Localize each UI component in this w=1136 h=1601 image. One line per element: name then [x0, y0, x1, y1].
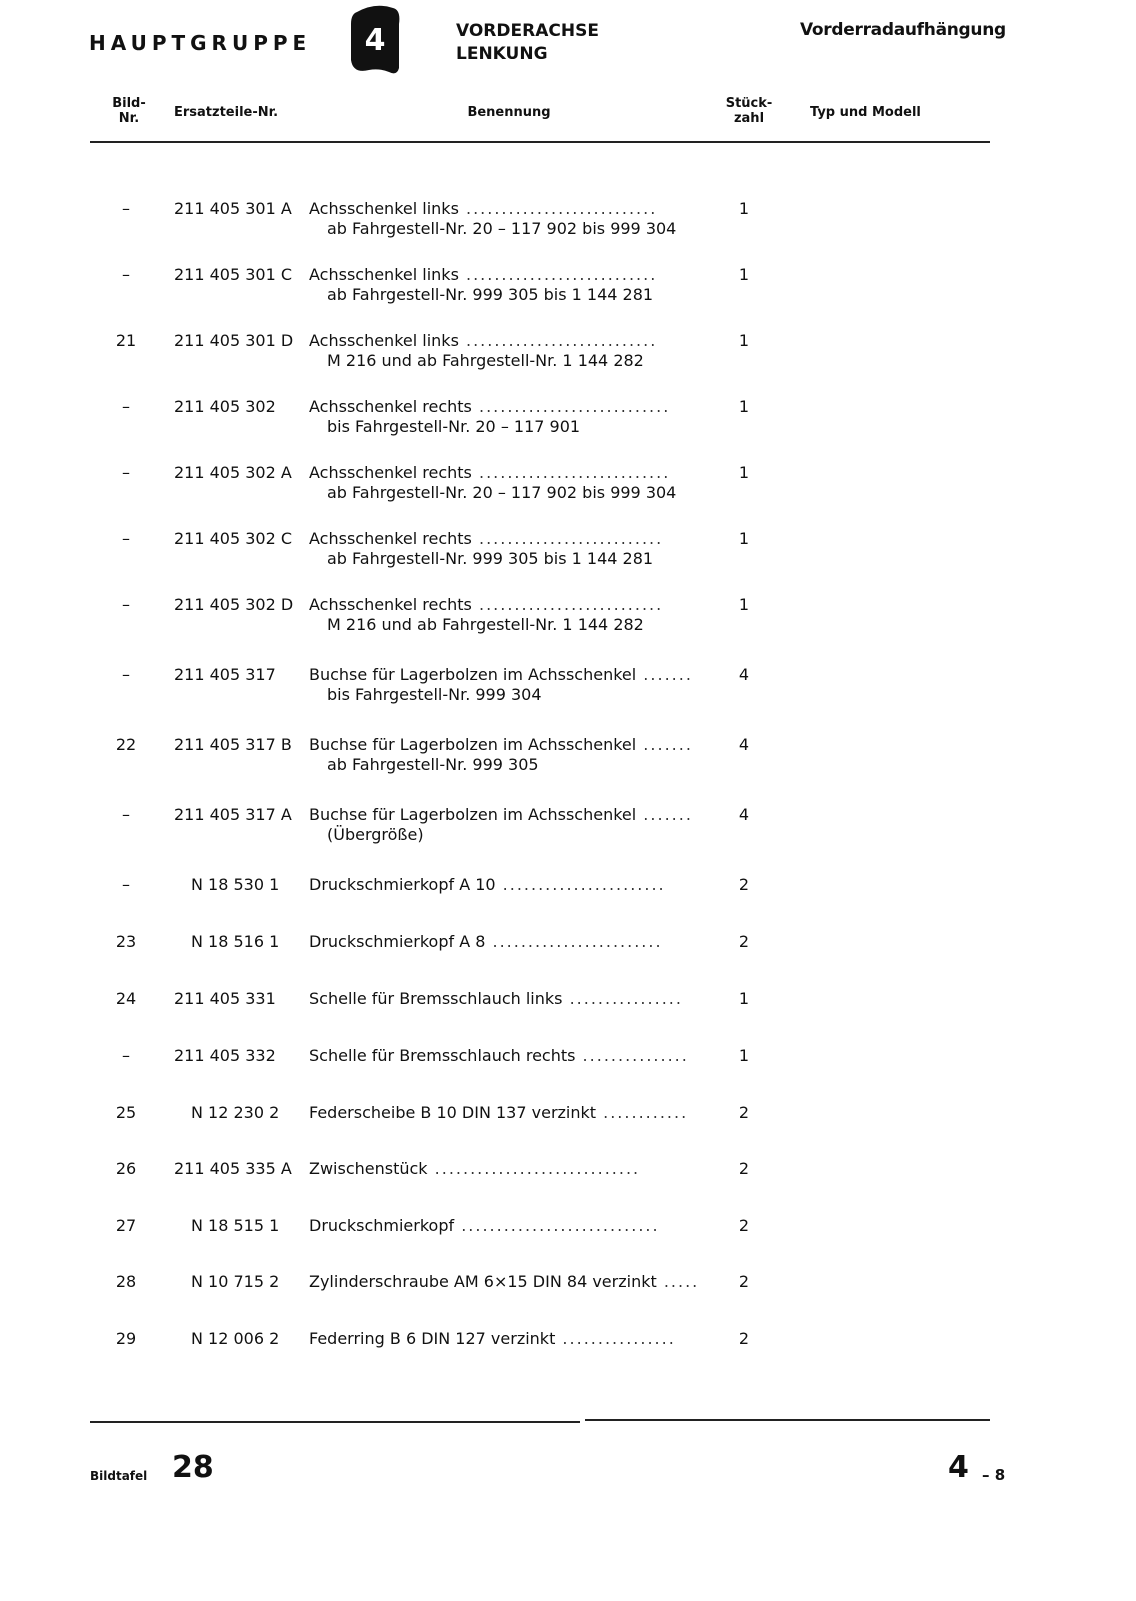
bild-nr: 26	[115, 1159, 137, 1178]
quantity: 1	[738, 331, 750, 350]
part-description-text: Zylinderschraube AM 6×15 DIN 84 verzinkt	[309, 1272, 657, 1291]
col-header-bild-nr-line2: Nr.	[118, 111, 140, 126]
bild-nr: 29	[115, 1329, 137, 1348]
part-number: N 18 515 1	[191, 1216, 280, 1235]
part-number: 211 405 317 B	[174, 735, 292, 754]
group-label: HAUPTGRUPPE	[89, 31, 312, 55]
part-description	[309, 1159, 715, 1179]
part-description-text: Zwischenstück	[309, 1159, 428, 1178]
part-description-text: Druckschmierkopf	[309, 1216, 455, 1235]
part-description	[309, 1046, 715, 1066]
part-description-note: ab Fahrgestell-Nr. 999 305	[327, 755, 539, 774]
part-description-note: bis Fahrgestell-Nr. 999 304	[327, 685, 542, 704]
bild-nr: –	[122, 265, 130, 284]
leader-dots: .....	[656, 1272, 700, 1291]
part-description	[309, 735, 715, 755]
footer-divider-right	[585, 1419, 990, 1421]
part-description	[309, 595, 715, 615]
part-description	[309, 1329, 715, 1349]
table-row	[0, 397, 1136, 457]
section-title	[456, 20, 599, 66]
part-description	[309, 932, 715, 952]
quantity: 1	[738, 595, 750, 614]
part-description	[309, 665, 715, 685]
part-number: 211 405 332	[174, 1046, 276, 1065]
bild-nr: –	[122, 1046, 130, 1065]
table-row	[0, 735, 1136, 795]
col-header-stueckzahl-line1: Stück-	[725, 96, 773, 111]
footer-divider-left	[90, 1421, 580, 1423]
part-description	[309, 397, 715, 417]
quantity: 1	[738, 265, 750, 284]
col-header-stueckzahl	[716, 96, 782, 126]
bild-nr: 28	[115, 1272, 137, 1291]
quantity: 2	[738, 1329, 750, 1348]
part-number: N 18 516 1	[191, 932, 280, 951]
leader-dots: ...........................	[458, 331, 658, 350]
part-description	[309, 331, 715, 351]
page-subnumber: – 8	[982, 1466, 1006, 1484]
bild-nr: 22	[115, 735, 137, 754]
leader-dots: ...........................	[471, 397, 671, 416]
part-number: 211 405 302	[174, 397, 276, 416]
section-title-line2: LENKUNG	[456, 44, 548, 64]
bild-nr: –	[122, 529, 130, 548]
part-number: 211 405 317 A	[174, 805, 292, 824]
part-description	[309, 199, 715, 219]
leader-dots: .......	[636, 735, 693, 754]
part-description-text: Achsschenkel links	[309, 331, 459, 350]
leader-dots: ...........................	[458, 265, 658, 284]
bild-nr: –	[122, 463, 130, 482]
quantity: 2	[738, 1159, 750, 1178]
part-description-note: M 216 und ab Fahrgestell-Nr. 1 144 282	[327, 351, 644, 370]
part-description-note: ab Fahrgestell-Nr. 20 – 117 902 bis 999 304	[327, 483, 677, 502]
bild-nr: 24	[115, 989, 137, 1008]
table-row	[0, 1046, 1136, 1106]
part-number: N 12 230 2	[191, 1103, 280, 1122]
part-description-text: Buchse für Lagerbolzen im Achsschenkel	[309, 735, 637, 754]
bild-nr: –	[122, 805, 130, 824]
header-divider	[90, 141, 990, 143]
col-header-ersatzteil: Ersatzteile-Nr.	[174, 105, 279, 120]
col-header-bild-nr	[104, 96, 154, 126]
leader-dots: .......................	[495, 875, 666, 894]
leader-dots: ................	[555, 1329, 676, 1348]
leader-dots: .......	[636, 665, 693, 684]
bild-nr: –	[122, 665, 130, 684]
quantity: 2	[738, 875, 750, 894]
quantity: 1	[738, 397, 750, 416]
part-description-text: Achsschenkel links	[309, 199, 459, 218]
table-row	[0, 529, 1136, 589]
quantity: 1	[738, 463, 750, 482]
part-description-text: Achsschenkel rechts	[309, 529, 472, 548]
quantity: 1	[738, 199, 750, 218]
part-description-note: bis Fahrgestell-Nr. 20 – 117 901	[327, 417, 581, 436]
col-header-benennung: Benennung	[467, 105, 551, 120]
part-description-text: Federring B 6 DIN 127 verzinkt	[309, 1329, 556, 1348]
part-description	[309, 1103, 715, 1123]
quantity: 2	[738, 932, 750, 951]
table-row	[0, 932, 1136, 992]
table-row	[0, 595, 1136, 655]
quantity: 1	[738, 989, 750, 1008]
part-number: 211 405 335 A	[174, 1159, 292, 1178]
part-number: 211 405 301 D	[174, 331, 294, 350]
table-row	[0, 265, 1136, 325]
part-description-note: M 216 und ab Fahrgestell-Nr. 1 144 282	[327, 615, 644, 634]
part-description	[309, 1216, 715, 1236]
part-number: N 10 715 2	[191, 1272, 280, 1291]
table-row	[0, 665, 1136, 725]
part-description-text: Buchse für Lagerbolzen im Achsschenkel	[309, 805, 637, 824]
col-header-stueckzahl-line2: zahl	[733, 111, 765, 126]
bild-nr: –	[122, 199, 130, 218]
part-number: 211 405 301 C	[174, 265, 293, 284]
quantity: 4	[738, 805, 750, 824]
part-description	[309, 265, 715, 285]
part-description	[309, 529, 715, 549]
part-description-note: ab Fahrgestell-Nr. 999 305 bis 1 144 281	[327, 285, 654, 304]
leader-dots: .......	[636, 805, 693, 824]
leader-dots: ............	[596, 1103, 689, 1122]
part-number: N 18 530 1	[191, 875, 280, 894]
part-description-note: (Übergröße)	[327, 825, 424, 844]
leader-dots: ..........................	[471, 529, 664, 548]
leader-dots: ............................	[454, 1216, 660, 1235]
part-description-text: Achsschenkel links	[309, 265, 459, 284]
group-number: 4	[364, 23, 386, 58]
leader-dots: ...........................	[458, 199, 658, 218]
bild-nr: 27	[115, 1216, 137, 1235]
bildtafel-number: 28	[172, 1450, 214, 1485]
part-description-note: ab Fahrgestell-Nr. 20 – 117 902 bis 999 304	[327, 219, 677, 238]
bild-nr: 25	[115, 1103, 137, 1122]
table-row	[0, 989, 1136, 1049]
table-row	[0, 331, 1136, 391]
leader-dots: ........................	[485, 932, 663, 951]
part-number: 211 405 317	[174, 665, 276, 684]
part-description-text: Druckschmierkopf A 10	[309, 875, 496, 894]
bildtafel-label: Bildtafel	[90, 1469, 148, 1483]
part-description-note: ab Fahrgestell-Nr. 999 305 bis 1 144 281	[327, 549, 654, 568]
part-description	[309, 1272, 715, 1292]
part-description	[309, 989, 715, 1009]
quantity: 4	[738, 735, 750, 754]
part-number: 211 405 331	[174, 989, 276, 1008]
bild-nr: –	[122, 397, 130, 416]
part-number: 211 405 302 A	[174, 463, 292, 482]
leader-dots: ...........................	[471, 463, 671, 482]
part-number: 211 405 302 C	[174, 529, 293, 548]
part-number: 211 405 302 D	[174, 595, 294, 614]
part-number: 211 405 301 A	[174, 199, 292, 218]
quantity: 2	[738, 1216, 750, 1235]
bild-nr: –	[122, 875, 130, 894]
part-description-text: Schelle für Bremsschlauch rechts	[309, 1046, 576, 1065]
bild-nr: –	[122, 595, 130, 614]
table-row	[0, 1272, 1136, 1332]
table-row	[0, 1329, 1136, 1389]
part-description	[309, 875, 715, 895]
table-row	[0, 805, 1136, 865]
part-description-text: Achsschenkel rechts	[309, 595, 472, 614]
leader-dots: .............................	[427, 1159, 641, 1178]
quantity: 1	[738, 529, 750, 548]
table-row	[0, 1103, 1136, 1163]
leader-dots: ..........................	[471, 595, 664, 614]
part-description-text: Schelle für Bremsschlauch links	[309, 989, 563, 1008]
part-description-text: Achsschenkel rechts	[309, 397, 472, 416]
group-number-badge	[349, 4, 401, 74]
leader-dots: ...............	[575, 1046, 689, 1065]
quantity: 4	[738, 665, 750, 684]
section-title-line1: VORDERACHSE	[456, 21, 599, 41]
bild-nr: 21	[115, 331, 137, 350]
part-description-text: Achsschenkel rechts	[309, 463, 472, 482]
part-description-text: Druckschmierkopf A 8	[309, 932, 486, 951]
group-badge-shape	[349, 4, 401, 74]
page-number: 4	[948, 1450, 969, 1485]
leader-dots: ................	[562, 989, 683, 1008]
bild-nr: 23	[115, 932, 137, 951]
subsection-title: Vorderradaufhängung	[800, 20, 1006, 40]
table-row	[0, 1216, 1136, 1276]
table-row	[0, 463, 1136, 523]
table-row	[0, 199, 1136, 259]
part-description-text: Buchse für Lagerbolzen im Achsschenkel	[309, 665, 637, 684]
quantity: 2	[738, 1103, 750, 1122]
part-description	[309, 805, 715, 825]
quantity: 1	[738, 1046, 750, 1065]
quantity: 2	[738, 1272, 750, 1291]
table-row	[0, 1159, 1136, 1219]
part-number: N 12 006 2	[191, 1329, 280, 1348]
part-description-text: Federscheibe B 10 DIN 137 verzinkt	[309, 1103, 597, 1122]
part-description	[309, 463, 715, 483]
table-row	[0, 875, 1136, 935]
col-header-bild-nr-line1: Bild-	[112, 96, 146, 111]
col-header-typ: Typ und Modell	[810, 105, 921, 120]
